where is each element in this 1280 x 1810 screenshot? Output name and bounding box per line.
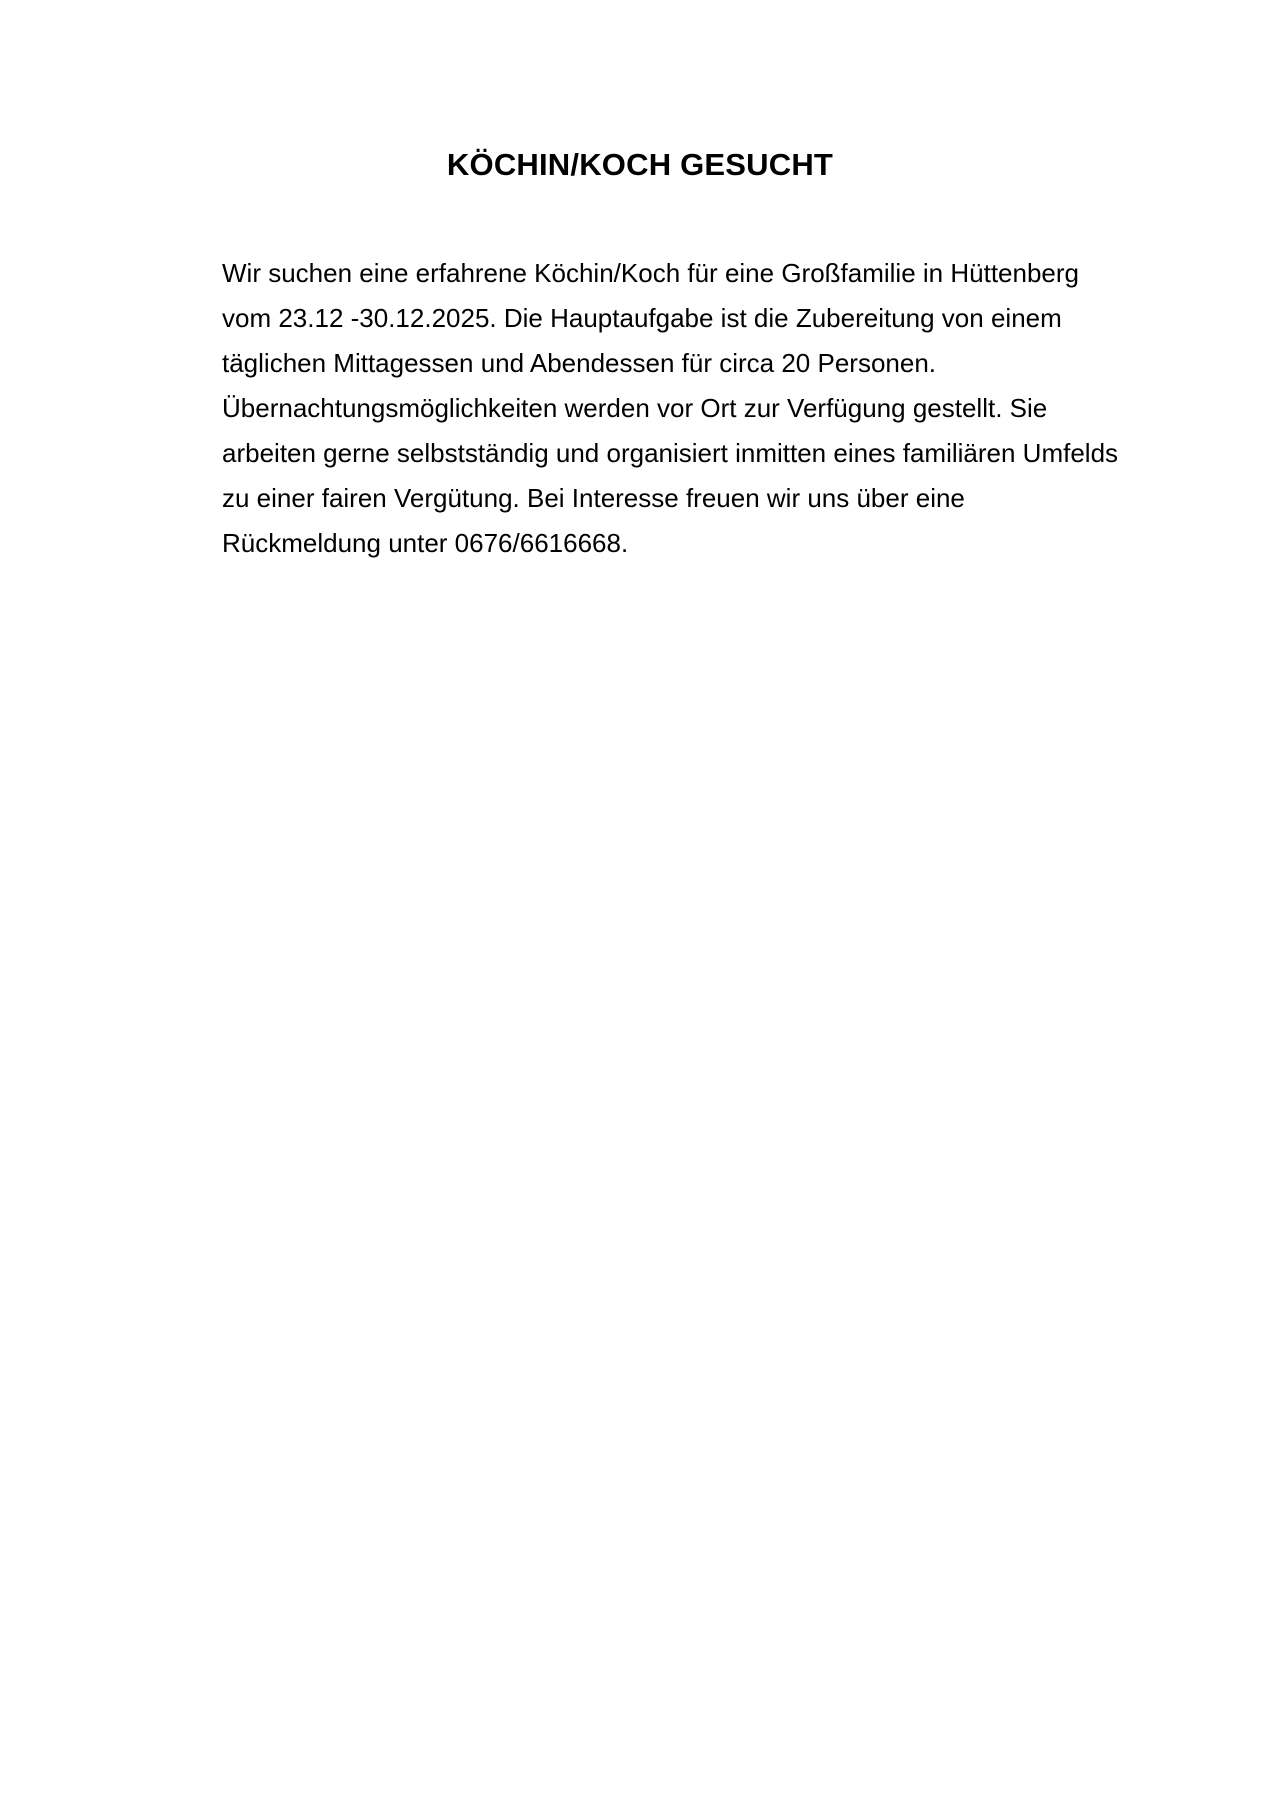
paragraph-line-5: arbeiten gerne selbstständig und organisiert inmitten eines familiären Umfelds — [222, 438, 1119, 468]
job-ad-paragraph — [222, 251, 1172, 566]
paragraph-line-7: Rückmeldung unter 0676/6616668. — [222, 528, 629, 558]
paragraph-line-1: Wir suchen eine erfahrene Köchin/Koch für eine Großfamilie in Hüttenberg — [222, 258, 1079, 288]
paragraph-line-6: zu einer fairen Vergütung. Bei Interesse freuen wir uns über eine — [222, 483, 965, 513]
document-title: KÖCHIN/KOCH GESUCHT — [446, 147, 834, 182]
paragraph-line-4: Übernachtungsmöglichkeiten werden vor Ort zur Verfügung gestellt. Sie — [222, 393, 1048, 423]
paragraph-line-3: täglichen Mittagessen und Abendessen für circa 20 Personen. — [222, 348, 937, 378]
paragraph-line-2: vom 23.12 -30.12.2025. Die Hauptaufgabe ist die Zubereitung von einem — [222, 303, 1062, 333]
